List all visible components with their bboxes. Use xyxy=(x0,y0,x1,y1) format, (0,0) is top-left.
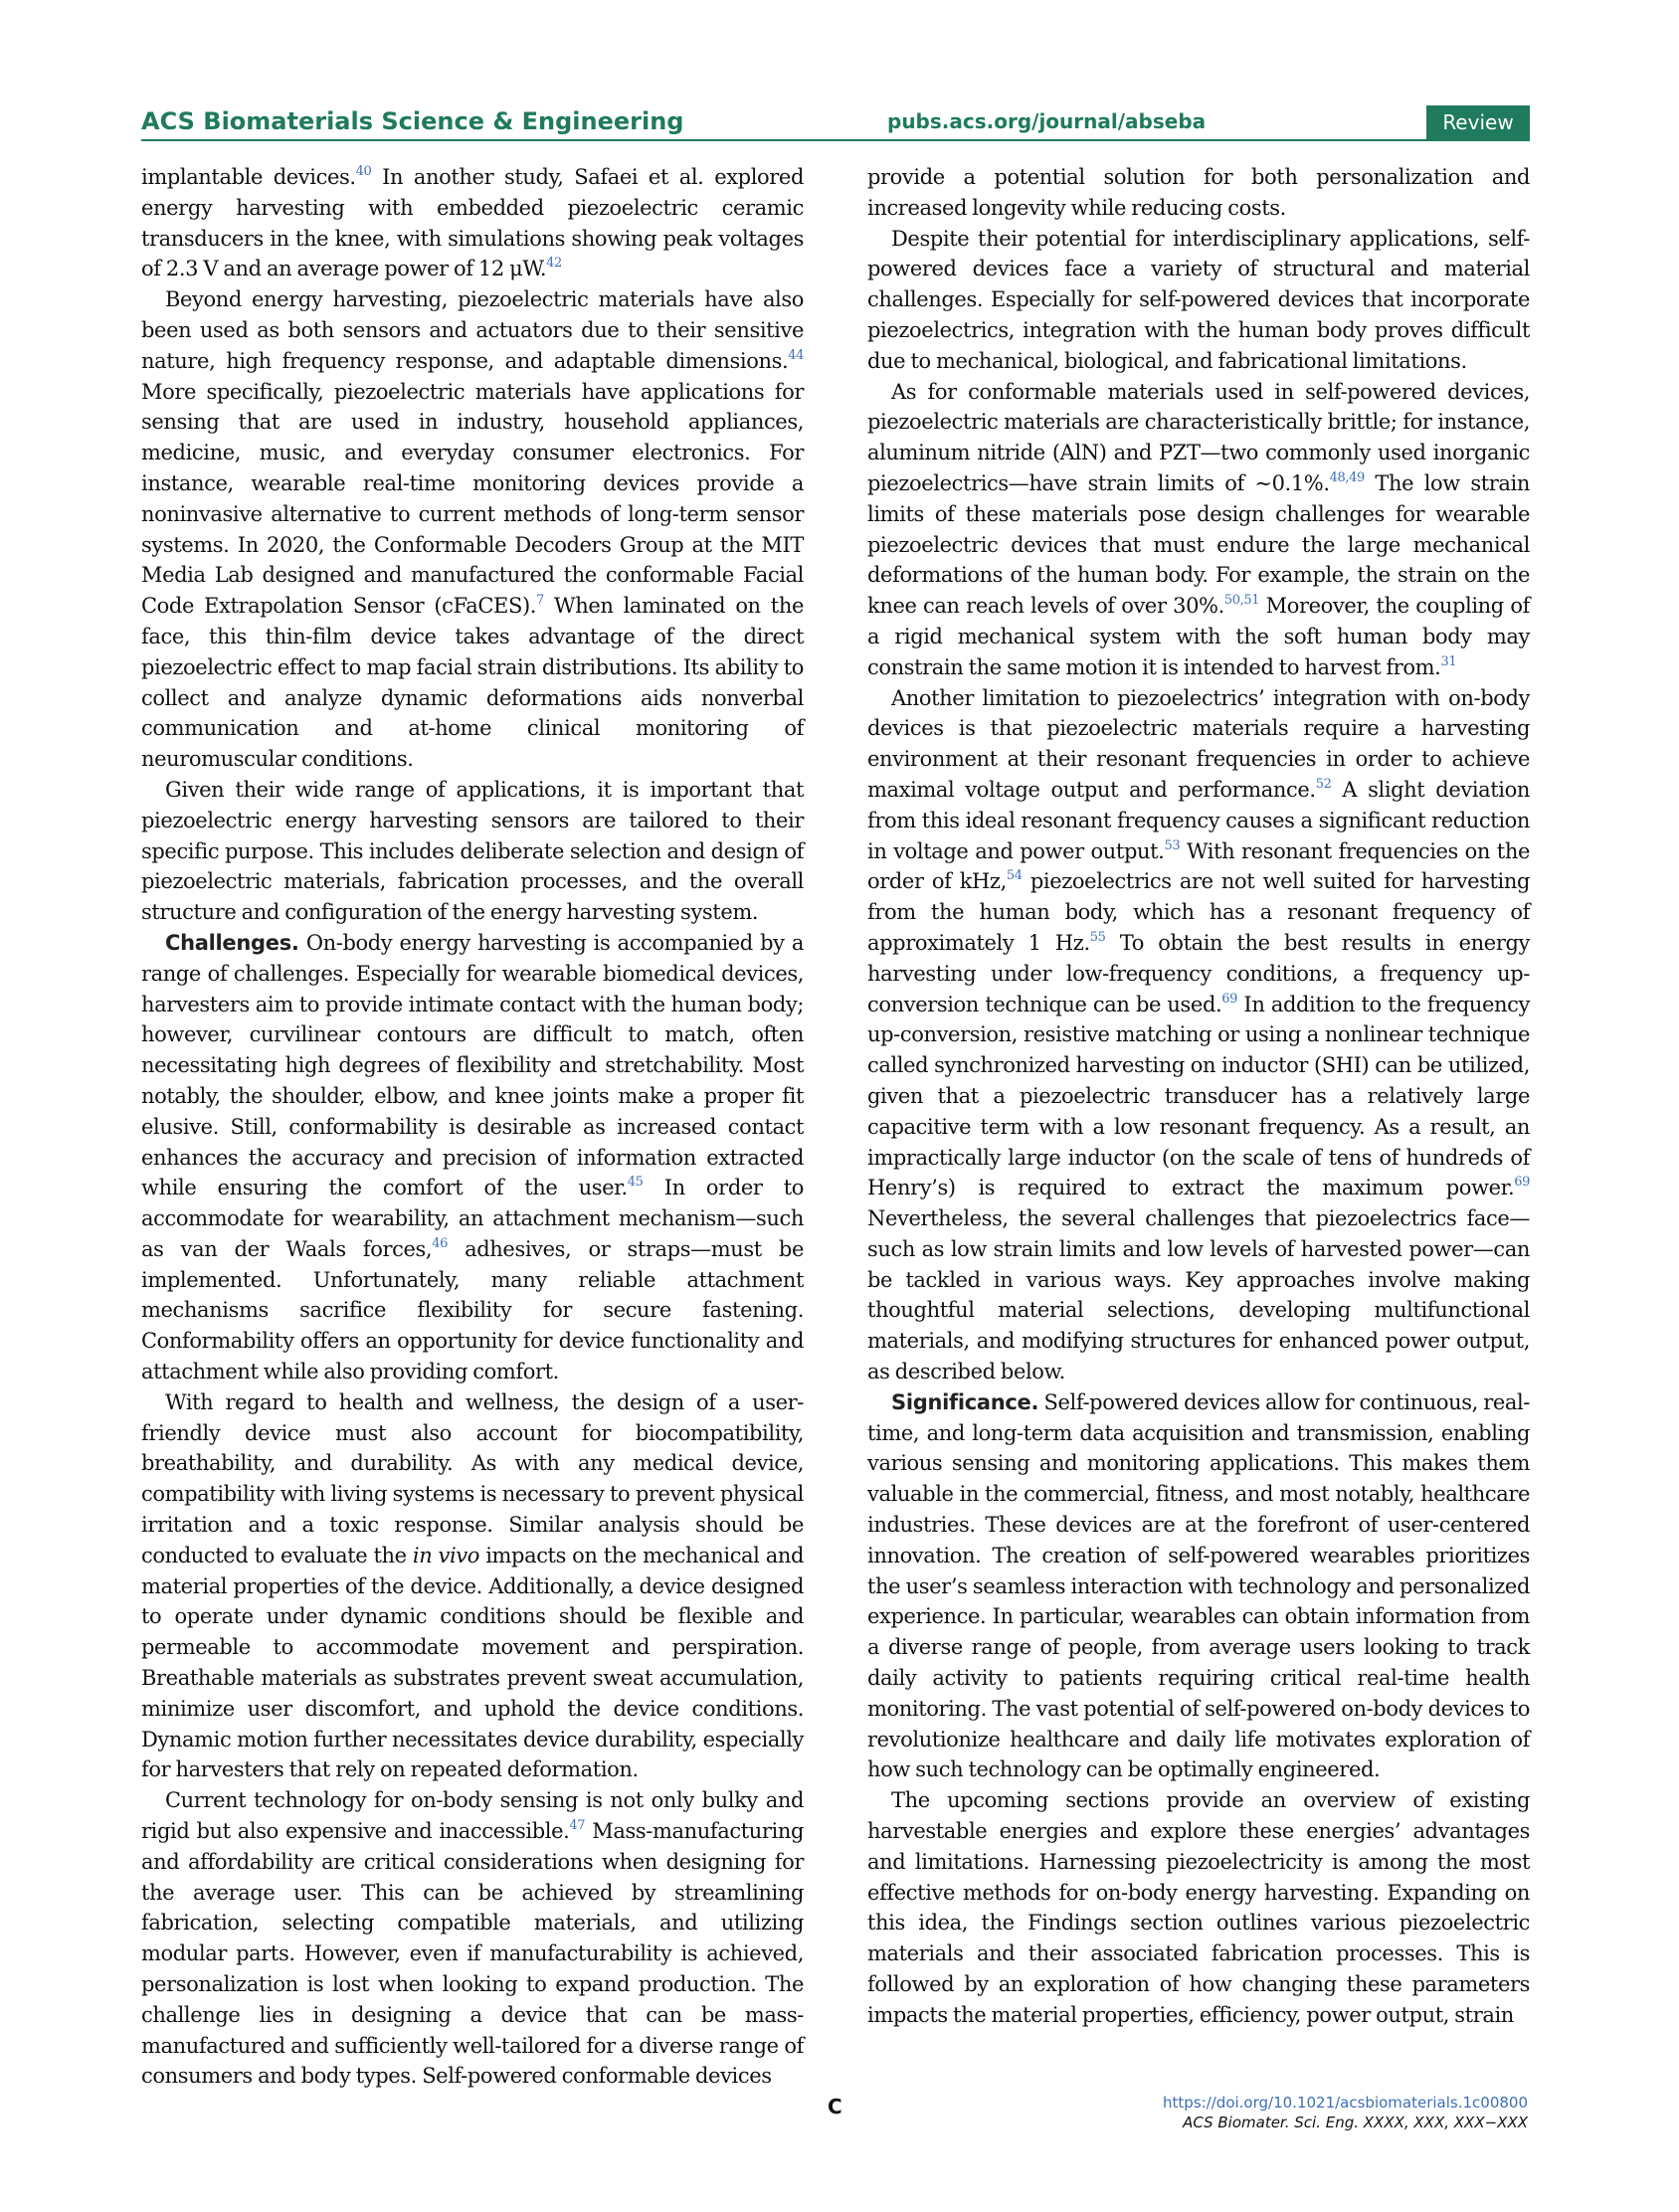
citation-ref[interactable]: 50,51 xyxy=(1223,593,1260,609)
text: In order to accommodate for wearability, an attachment mechanism—such as van der Waals forces, xyxy=(141,1176,804,1261)
paragraph xyxy=(141,162,804,284)
citation-ref[interactable]: 69 xyxy=(1221,991,1238,1007)
text: More specifically, piezoelectric materials have applications for sensing that are used in industry, household appliances, medicine, music, and everyday consumer electronics. For instance, wearable real-time monitoring devices provide a noninvasive alternative to current methods of long-term sensor systems. In 2020, the Conformable Decoders Group at the MIT Media Lab designed and manufactured the conformable Facial Code Extrapolation Sensor (cFaCES). xyxy=(141,379,804,619)
paragraph xyxy=(141,1387,804,1785)
text: In another study, Safaei et al. explored energy harvesting with embedded piezoelectric ceramic transducers in the knee, with simulations showing peak voltages of 2.3 V and an average power of 12 μW. xyxy=(141,165,804,281)
journal-title: ACS Biomaterials Science & Engineering xyxy=(141,107,684,135)
text: adhesives, or straps—must be implemented. Unfortunately, many reliable attachment mechanisms sacrifice flexibility for secure fastening. Conformability offers an opportunity for device functionality and attachment while also providing comfort. xyxy=(141,1236,804,1384)
text: Mass-manufacturing and affordability are critical considerations when designing for the average user. This can be achieved by streamlining fabrication, selecting compatible materials, and utilizing modular parts. However, even if manufacturability is achieved, personalization is lost when looking to expand production. The challenge lies in designing a device that can be mass-manufactured and sufficiently well-tailored for a diverse range of consumers and body types. Self-powered conformable devices xyxy=(141,1819,804,2089)
citation-ref[interactable]: 53 xyxy=(1164,837,1181,853)
paragraph xyxy=(141,284,804,775)
paragraph: The upcoming sections provide an overview of existing harvestable energies and explore these energies’ advantages and limitations. Harnessing piezoelectricity is among the most effective methods for on-body energy harvesting. Expanding on this idea, the Findings section outlines various piezoelectric materials and their associated fabrication processes. This is followed by an exploration of how changing these parameters impacts the material properties, efficiency, power output, strain xyxy=(867,1788,1530,2027)
citation-ref[interactable]: 45 xyxy=(627,1175,644,1191)
citation-ref[interactable]: 69 xyxy=(1514,1175,1530,1191)
section-heading-significance: Significance. xyxy=(891,1389,1039,1414)
text: implantable devices. xyxy=(141,165,356,189)
citation-ref[interactable]: 44 xyxy=(788,347,804,363)
text: Moreover, the coupling of a rigid mechanical system with the soft human body may constrain the same motion it is intended to harvest from. xyxy=(867,594,1530,679)
citation-ref[interactable]: 46 xyxy=(432,1235,448,1251)
citation-ref[interactable]: 48,49 xyxy=(1329,469,1365,485)
text: Beyond energy harvesting, piezoelectric materials have also been used as both sensors and actuators due to their sensitive nature, high frequency response, and adaptable dimensions. xyxy=(141,287,804,373)
text: Current technology for on-body sensing is not only bulky and rigid but also expensive and inaccessible. xyxy=(141,1788,804,1844)
right-column xyxy=(867,162,1530,2031)
paragraph xyxy=(867,683,1530,1387)
citation-ref[interactable]: 47 xyxy=(569,1818,586,1834)
paragraph: Given their wide range of applications, it is important that piezoelectric energy harvesting sensors are tailored to their specific purpose. This includes deliberate selection and design of piezoelectric materials, fabrication processes, and the overall structure and configuration of the energy harvesting system. xyxy=(141,777,804,925)
article-type-badge: Review xyxy=(1426,105,1530,139)
text: impacts on the mechanical and material properties of the device. Additionally, a device designed to operate under dynamic conditions should be flexible and permeable to accommodate movement and perspiration. Breathable materials as substrates prevent sweat accumulation, minimize user discomfort, and uphold the device conditions. Dynamic motion further necessitates device durability, especially for harvesters that rely on repeated deformation. xyxy=(141,1543,804,1782)
journal-url[interactable]: pubs.acs.org/journal/abseba xyxy=(887,109,1207,133)
paragraph: provide a potential solution for both personalization and increased longevity while reducing costs. xyxy=(867,165,1530,220)
text: As for conformable materials used in self-powered devices, piezoelectric materials are characteristically brittle; for instance, aluminum nitride (AlN) and PZT—two commonly used inorganic piezoelectrics—have strain limits of ∼0.1%. xyxy=(867,379,1530,495)
paragraph xyxy=(867,377,1530,683)
text: Another limitation to piezoelectrics’ integration with on-body devices is that piezoelectric materials require a harvesting environment at their resonant frequencies in order to achieve maximal voltage output and performance. xyxy=(867,685,1530,802)
text: With resonant frequencies on the order of kHz, xyxy=(867,838,1531,894)
paragraph: Despite their potential for interdisciplinary applications, self-powered devices face a variety of structural and material challenges. Especially for self-powered devices that incorporate piezoelectrics, integration with the human body proves difficult due to mechanical, biological, and fabricational limitations. xyxy=(867,226,1530,373)
citation-ref[interactable]: 55 xyxy=(1089,929,1106,945)
text: With regard to health and wellness, the design of a user-friendly device must also account for biocompatibility, breathability, and durability. As with any medical device, compatibility with living systems is necessary to prevent physical irritation and a toxic response. Similar analysis should be conducted to evaluate the xyxy=(141,1389,804,1567)
text: On-body energy harvesting is accompanied by a range of challenges. Especially for wearable biomedical devices, harvesters aim to provide intimate contact with the human body; however, curvilinear contours are difficult to match, often necessitating high degrees of flexibility and stretchability. Most notably, the shoulder, elbow, and knee joints make a proper fit elusive. Still, conformability is desirable as increased contact enhances the accuracy and precision of information extracted while ensuring the comfort of the user. xyxy=(141,930,804,1200)
text: In addition to the frequency up-conversion, resistive matching or using a nonlinear technique called synchronized harvesting on inductor (SHI) can be utilized, given that a piezoelectric transducer has a relatively large capacitive term with a low resonant frequency. As a result, an impractically large inductor (on the scale of tens of hundreds of Henry’s) is required to extract the maximum power. xyxy=(867,992,1530,1200)
page-header xyxy=(141,105,1530,141)
text: piezoelectrics are not well suited for harvesting from the human body, which has a resonant frequency of approximately 1 Hz. xyxy=(867,869,1531,955)
text: A slight deviation from this ideal resonant frequency causes a significant reduction in voltage and power output. xyxy=(867,777,1530,863)
citation-ref[interactable]: 40 xyxy=(355,164,372,179)
citation-ref[interactable]: 54 xyxy=(1006,868,1023,884)
section-heading-challenges: Challenges. xyxy=(165,930,299,955)
text: The low strain limits of these materials pose design challenges for wearable piezoelectric devices that must endure the large mechanical deformations of the human body. For example, the strain on the knee can reach levels of over 30%. xyxy=(867,470,1530,619)
citation-ref[interactable]: 31 xyxy=(1440,653,1457,669)
paragraph xyxy=(141,1785,804,2092)
left-column xyxy=(141,162,804,2092)
text: Nevertheless, the several challenges that piezoelectrics face—such as low strain limits and low levels of harvested power—can be tackled in various ways. Key approaches involve making thoughtful material selections, developing multifunctional materials, and modifying structures for enhanced power output, as described below. xyxy=(867,1206,1530,1384)
text: To obtain the best results in energy harvesting under low-frequency conditions, a frequency up-conversion technique can be used. xyxy=(867,930,1530,1016)
citation-ref[interactable]: 7 xyxy=(536,593,544,609)
citation-ref[interactable]: 52 xyxy=(1315,776,1332,792)
italic-term: in vivo xyxy=(412,1543,479,1567)
text: When laminated on the face, this thin-film device takes advantage of the direct piezoelectric effect to map facial strain distributions. Its ability to collect and analyze dynamic deformations aids nonverbal communication and at-home clinical monitoring of neuromuscular conditions. xyxy=(141,594,804,772)
journal-citation: ACS Biomater. Sci. Eng. XXXX, XXX, XXX−XXX xyxy=(1183,2114,1528,2131)
citation-ref[interactable]: 42 xyxy=(546,256,562,272)
paragraph xyxy=(141,928,804,1387)
paragraph xyxy=(867,1387,1530,1785)
text: Self-powered devices allow for continuous, real-time, and long-term data acquisition and transmission, enabling various sensing and monitoring applications. This makes them valuable in the commercial, fitness, and most notably, healthcare industries. These devices are at the forefront of user-centered innovation. The creation of self-powered wearables prioritizes the user’s seamless interaction with technology and personalized experience. In particular, wearables can obtain information from a diverse range of people, from average users looking to track daily activity to patients requiring critical real-time health monitoring. The vast potential of self-powered on-body devices to revolutionize healthcare and daily life motivates exploration of how such technology can be optimally engineered. xyxy=(867,1389,1530,1782)
page-label: C xyxy=(828,2095,842,2119)
doi-link[interactable]: https://doi.org/10.1021/acsbiomaterials.1c00800 xyxy=(1163,2094,1528,2112)
